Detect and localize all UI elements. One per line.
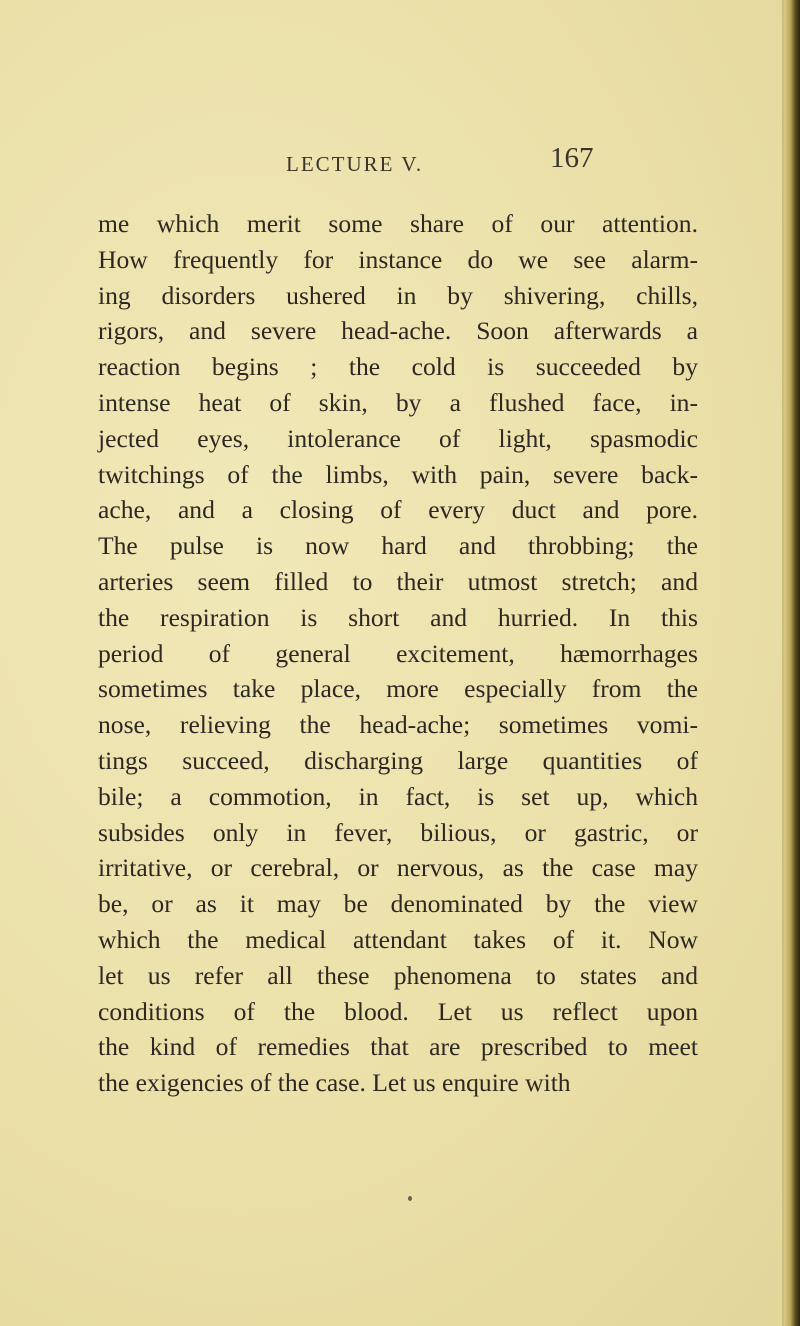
book-gutter xyxy=(784,0,800,1326)
text-line: the exigencies of the case. Let us enquire with xyxy=(98,1068,571,1098)
text-line: the respiration is short and hurried. In this xyxy=(98,602,698,632)
text-line: me which merit some share of our attention. xyxy=(98,209,698,238)
text-line: sometimes take place, more especially from the xyxy=(98,674,698,704)
page-number: 167 xyxy=(550,142,594,174)
text-line: ing disorders ushered in by shivering, chills, xyxy=(98,280,698,310)
text-line: rigors, and severe head-ache. Soon afterwards a xyxy=(98,316,698,346)
text-line: be, or as it may be denominated by the view xyxy=(98,889,698,919)
text-line: tings succeed, discharging large quantities of xyxy=(98,745,698,775)
text-line: subsides only in fever, bilious, or gastric, or xyxy=(98,817,698,847)
text-line: period of general excitement, hæmorrhages xyxy=(98,638,698,668)
text-line: let us refer all these phenomena to states and xyxy=(98,960,698,990)
text-line: The pulse is now hard and throbbing; the xyxy=(98,531,698,561)
text-line: How frequently for instance do we see alarm- xyxy=(98,244,698,274)
ink-speck xyxy=(408,1196,412,1201)
text-line: the kind of remedies that are prescribed to meet xyxy=(98,1032,698,1062)
text-line: twitchings of the limbs, with pain, severe back- xyxy=(98,459,698,489)
text-line: jected eyes, intolerance of light, spasmodic xyxy=(98,423,698,453)
page-header xyxy=(286,142,646,182)
text-line: ache, and a closing of every duct and pore. xyxy=(98,495,698,525)
text-line: intense heat of skin, by a flushed face, in- xyxy=(98,387,698,417)
running-head: LECTURE V. xyxy=(286,152,424,176)
body-text xyxy=(98,206,698,1101)
text-line: irritative, or cerebral, or nervous, as the case may xyxy=(98,853,698,883)
text-line: nose, relieving the head-ache; sometimes vomi- xyxy=(98,710,698,740)
text-line: conditions of the blood. Let us reflect upon xyxy=(98,996,698,1026)
text-line: reaction begins ; the cold is succeeded by xyxy=(98,352,698,382)
text-line: which the medical attendant takes of it. Now xyxy=(98,924,698,954)
text-line: bile; a commotion, in fact, is set up, which xyxy=(98,781,698,811)
text-line: arteries seem filled to their utmost stretch; and xyxy=(98,566,698,596)
